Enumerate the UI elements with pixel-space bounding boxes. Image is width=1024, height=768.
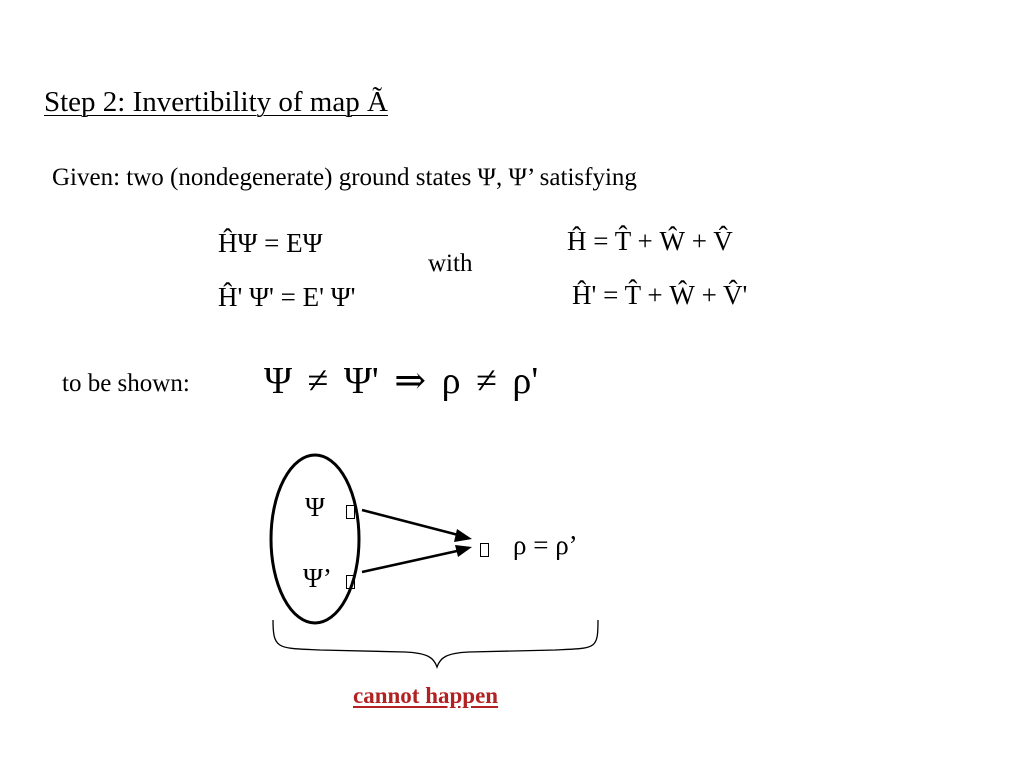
schrodinger-equation: ĤΨ = EΨ [218, 228, 323, 258]
hamiltonian-definition-prime: Ĥ' = T̂ + Ŵ + V̂' [572, 280, 748, 310]
psi-prime-label: Ψ’ [303, 563, 332, 593]
placeholder-glyph [346, 573, 355, 591]
given-statement: Given: two (nondegenerate) ground states Ψ, Ψ’ satisfying [52, 164, 637, 191]
to-be-shown-expression: Ψ ≠ Ψ' ⇒ ρ ≠ ρ' [264, 360, 539, 402]
with-label: with [428, 250, 473, 277]
mapping-arrow-psi-prime [362, 549, 466, 572]
curly-brace [273, 620, 598, 667]
schrodinger-equation-prime: Ĥ' Ψ' = E' Ψ' [218, 282, 356, 312]
to-be-shown-label: to be shown: [62, 370, 190, 397]
rho-equal-label: ρ = ρ’ [513, 530, 578, 560]
arrow-head-psi [454, 529, 472, 542]
placeholder-glyph [346, 503, 355, 521]
psi-label: Ψ [305, 492, 325, 522]
mapping-arrow-psi [362, 510, 466, 537]
placeholder-glyph [480, 541, 489, 559]
hamiltonian-definition: Ĥ = T̂ + Ŵ + V̂ [567, 226, 733, 256]
conclusion-text: cannot happen [353, 683, 499, 708]
state-set-ellipse [271, 455, 359, 623]
slide-title: Step 2: Invertibility of map Ã [44, 86, 388, 118]
arrow-head-psi-prime [455, 545, 472, 557]
